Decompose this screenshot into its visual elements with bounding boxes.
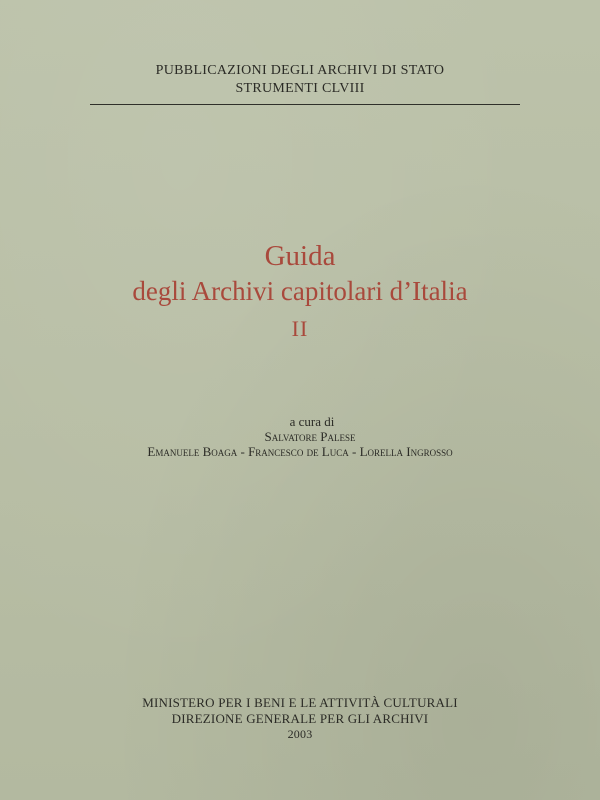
publisher-directorate: DIREZIONE GENERALE PER GLI ARCHIVI bbox=[171, 711, 429, 726]
book-title-line2: degli Archivi capitolari d’Italia bbox=[132, 276, 468, 306]
series-number: STRUMENTI CLVIII bbox=[235, 81, 365, 96]
book-title-line1: Guida bbox=[264, 240, 336, 272]
editors-intro: a cura di bbox=[289, 414, 335, 429]
header-divider bbox=[90, 104, 520, 105]
main-editor: Salvatore Palese bbox=[264, 429, 356, 444]
publication-year: 2003 bbox=[287, 727, 313, 741]
volume-number: II bbox=[291, 316, 309, 341]
publisher-ministry: MINISTERO PER I BENI E LE ATTIVITÀ CULTURALI bbox=[142, 695, 458, 710]
co-editors: Emanuele Boaga - Francesco de Luca - Lorella Ingrosso bbox=[147, 444, 453, 459]
series-title: PUBBLICAZIONI DEGLI ARCHIVI DI STATO bbox=[155, 63, 445, 78]
